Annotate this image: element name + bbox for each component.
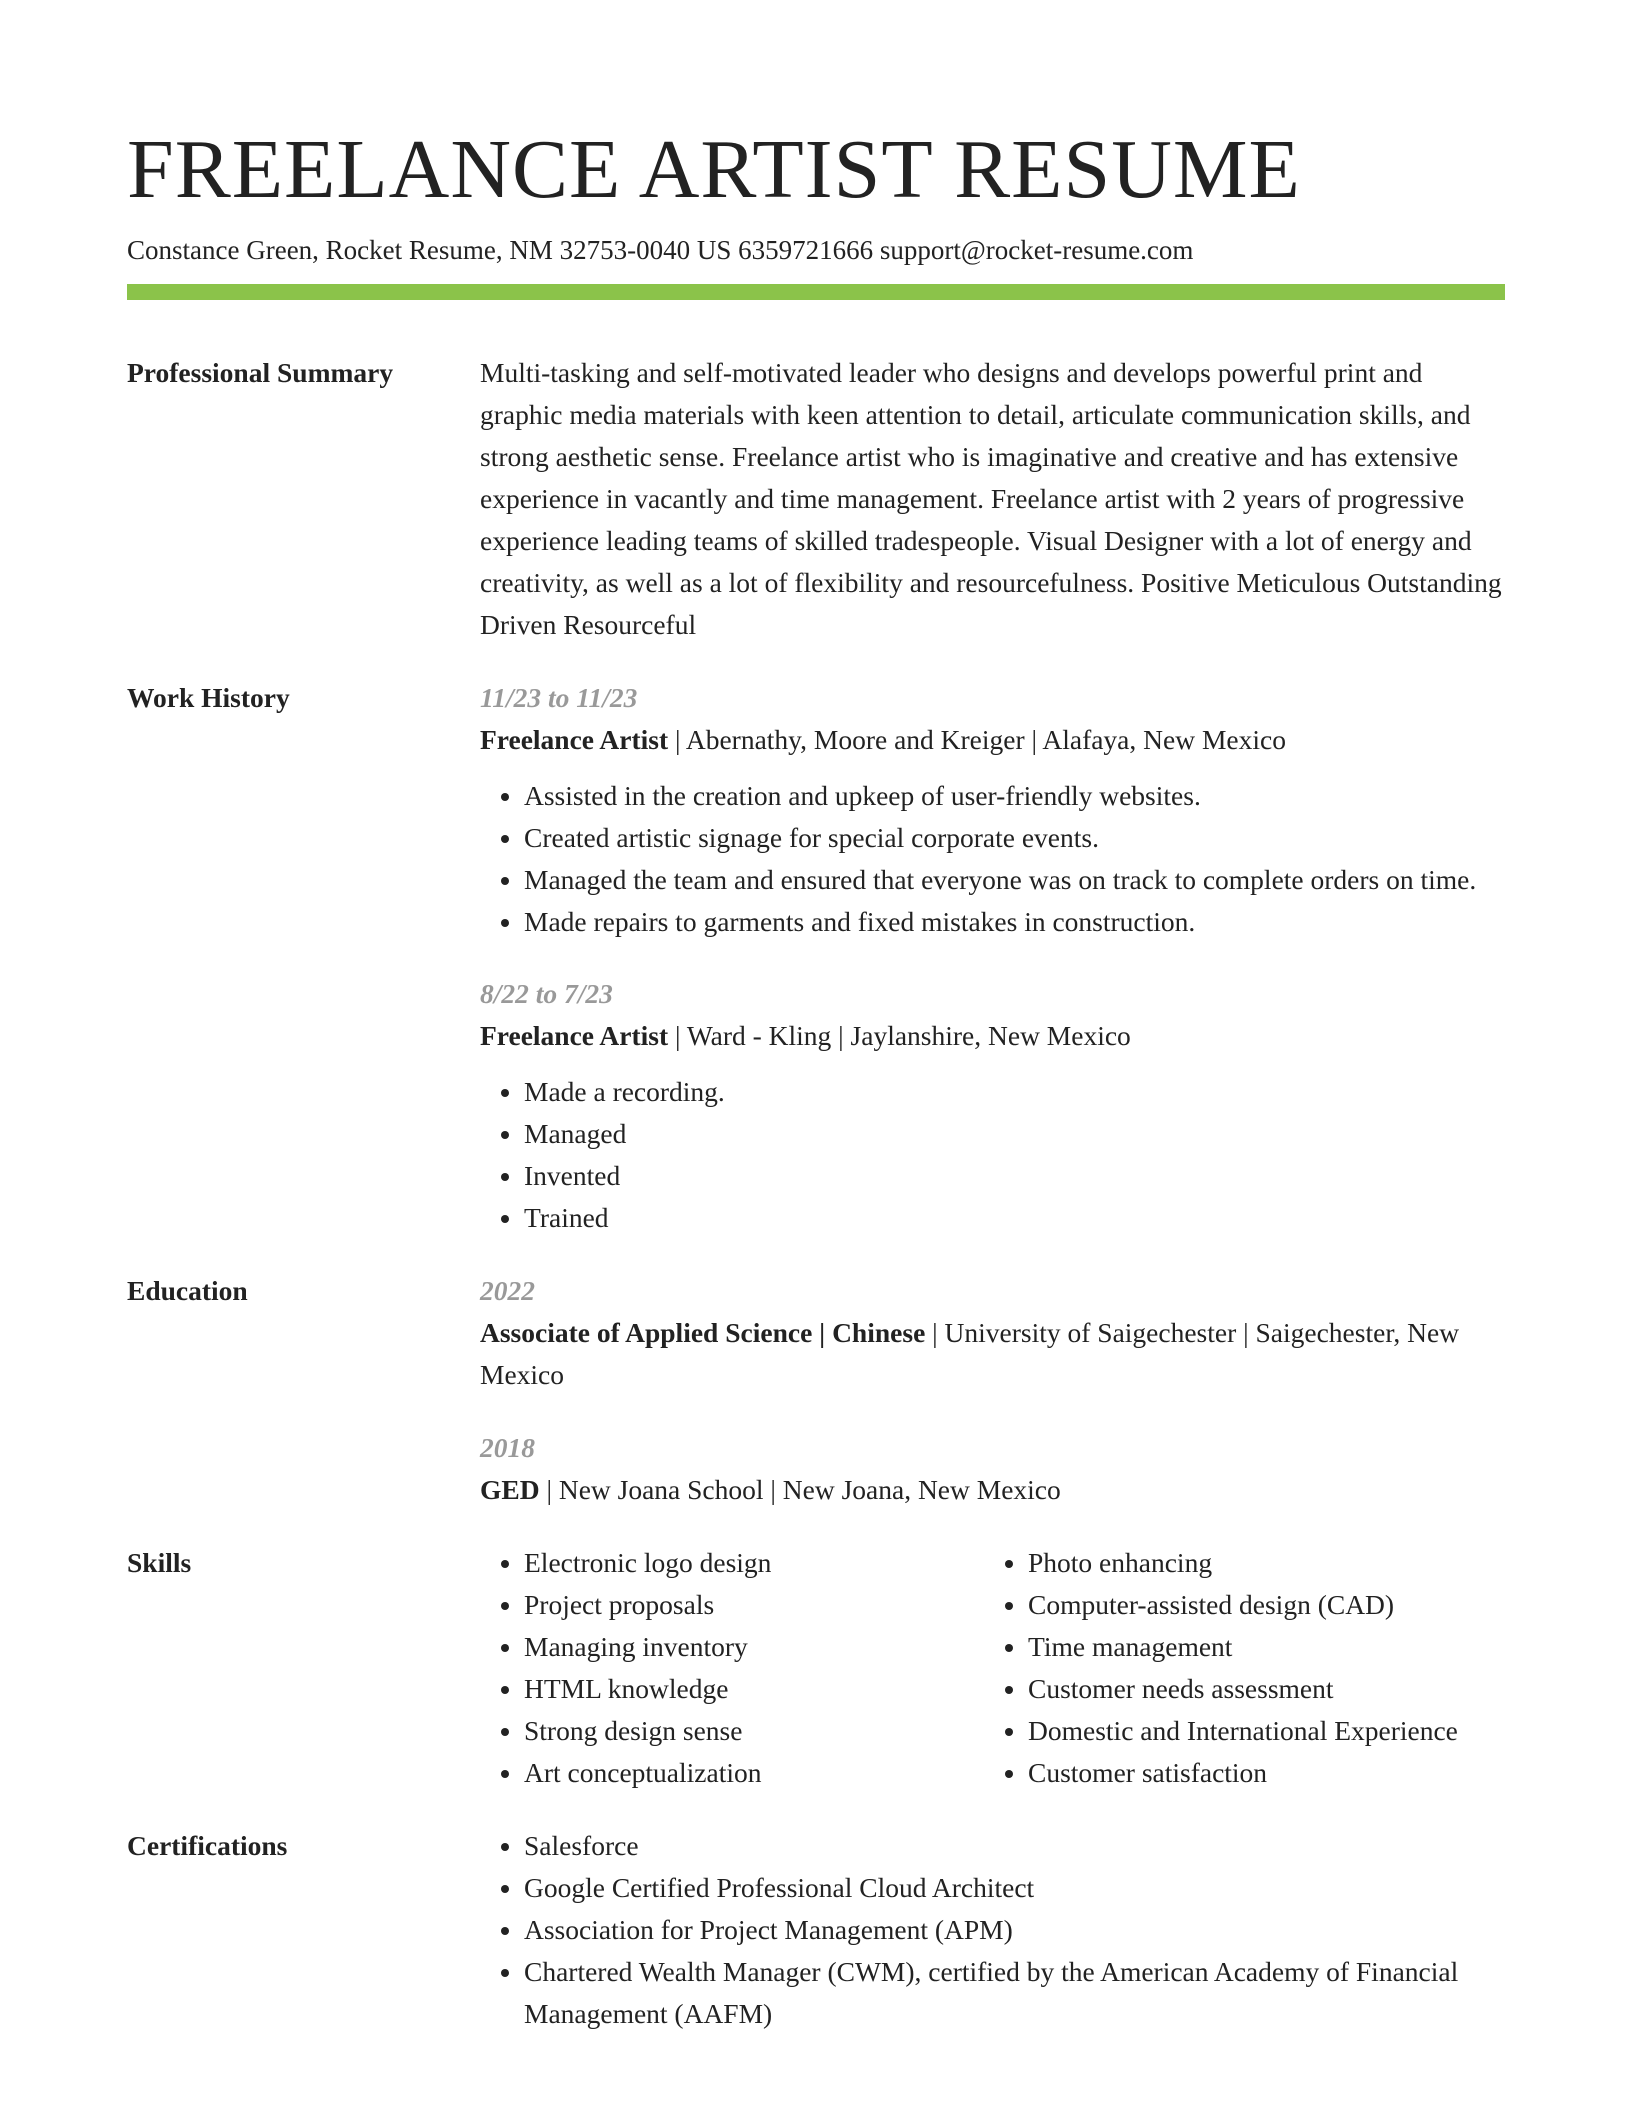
list-item: • Photo enhancing: [1028, 1542, 1458, 1584]
education-heading: [480, 1469, 1505, 1511]
list-item: • Trained: [524, 1197, 1505, 1239]
skills-list-left: [480, 1542, 984, 1794]
list-item: • Made a recording.: [524, 1071, 1505, 1113]
list-item: • Customer needs assessment: [1028, 1668, 1458, 1710]
education-entry: [480, 1270, 1505, 1396]
job-bullets: [480, 1071, 1505, 1239]
job-title: Freelance Artist: [480, 1020, 669, 1051]
list-item: • Computer-assisted design (CAD): [1028, 1584, 1458, 1626]
section-skills: [127, 1542, 1505, 1794]
list-item: • Google Certified Professional Cloud Architect: [524, 1867, 1505, 1909]
skills-columns: [480, 1542, 1505, 1794]
education-heading: [480, 1312, 1505, 1396]
section-label-certifications: Certifications: [127, 1830, 288, 1861]
summary-text: Multi-tasking and self-motivated leader who designs and develops powerful print and graphic media materials with keen attention to detail, articulate communication skills, and strong aesthetic sense. Freelance artist who is imaginative and creative and has extensive experience in vacantly and time management. Freelance artist with 2 years of progressive experience leading teams of skilled tradespeople. Visual Designer with a lot of energy and creativity, as well as a lot of flexibility and resourcefulness. Positive Meticulous Outstanding Driven Resourceful: [480, 357, 1502, 640]
job-title: Freelance Artist: [480, 724, 669, 755]
certifications-body: [480, 1825, 1505, 2035]
skills-list-right: [984, 1542, 1458, 1794]
section-work-history: [127, 677, 1505, 1239]
contact-line: Constance Green, Rocket Resume, NM 32753-0040 US 6359721666 support@rocket-resume.com: [127, 235, 1194, 265]
resume-page: [127, 120, 1505, 2035]
list-item: • Domestic and International Experience: [1028, 1710, 1458, 1752]
list-item: • HTML knowledge: [524, 1668, 984, 1710]
list-item: • Time management: [1028, 1626, 1458, 1668]
list-item: • Strong design sense: [524, 1710, 984, 1752]
section-education: [127, 1270, 1505, 1511]
education-details: | New Joana School | New Joana, New Mexico: [539, 1474, 1061, 1505]
resume-title: FREELANCE ARTIST RESUME: [127, 123, 1301, 216]
list-item: • Association for Project Management (APM): [524, 1909, 1505, 1951]
education-year: 2018: [480, 1432, 535, 1463]
list-item: • Salesforce: [524, 1825, 1505, 1867]
education-year: 2022: [480, 1275, 535, 1306]
job-details: | Abernathy, Moore and Kreiger | Alafaya, New Mexico: [668, 724, 1286, 755]
job-dates: 11/23 to 11/23: [480, 682, 638, 713]
section-label-work: Work History: [127, 682, 290, 713]
list-item: • Made repairs to garments and fixed mistakes in construction.: [524, 901, 1505, 943]
list-item: • Managed: [524, 1113, 1505, 1155]
work-entries: [480, 677, 1505, 1239]
certifications-list: [480, 1825, 1505, 2035]
section-label-skills: Skills: [127, 1547, 192, 1578]
job-heading: [480, 1015, 1505, 1057]
education-details: | University of Saigechester | Saigechester, New Mexico: [480, 1317, 1460, 1390]
section-label-summary: Professional Summary: [127, 357, 394, 388]
section-label-education: Education: [127, 1275, 248, 1306]
job-details: | Ward - Kling | Jaylanshire, New Mexico: [668, 1020, 1131, 1051]
list-item: • Customer satisfaction: [1028, 1752, 1458, 1794]
job-dates: 8/22 to 7/23: [480, 978, 613, 1009]
list-item: • Electronic logo design: [524, 1542, 984, 1584]
education-entries: [480, 1270, 1505, 1511]
list-item: • Created artistic signage for special corporate events.: [524, 817, 1505, 859]
job-bullets: [480, 775, 1505, 943]
job-entry: [480, 973, 1505, 1239]
section-certifications: [127, 1825, 1505, 2035]
job-entry: [480, 677, 1505, 943]
accent-divider: [127, 284, 1505, 300]
list-item: • Chartered Wealth Manager (CWM), certified by the American Academy of Financial Management (AAFM): [524, 1951, 1505, 2035]
list-item: • Assisted in the creation and upkeep of user-friendly websites.: [524, 775, 1505, 817]
education-entry: [480, 1427, 1505, 1511]
list-item: • Managed the team and ensured that everyone was on track to complete orders on time.: [524, 859, 1505, 901]
section-summary: [127, 352, 1505, 646]
list-item: • Project proposals: [524, 1584, 984, 1626]
list-item: • Managing inventory: [524, 1626, 984, 1668]
list-item: • Art conceptualization: [524, 1752, 984, 1794]
education-degree: GED: [480, 1474, 540, 1505]
job-heading: [480, 719, 1505, 761]
list-item: • Invented: [524, 1155, 1505, 1197]
education-degree: Associate of Applied Science | Chinese: [480, 1317, 926, 1348]
